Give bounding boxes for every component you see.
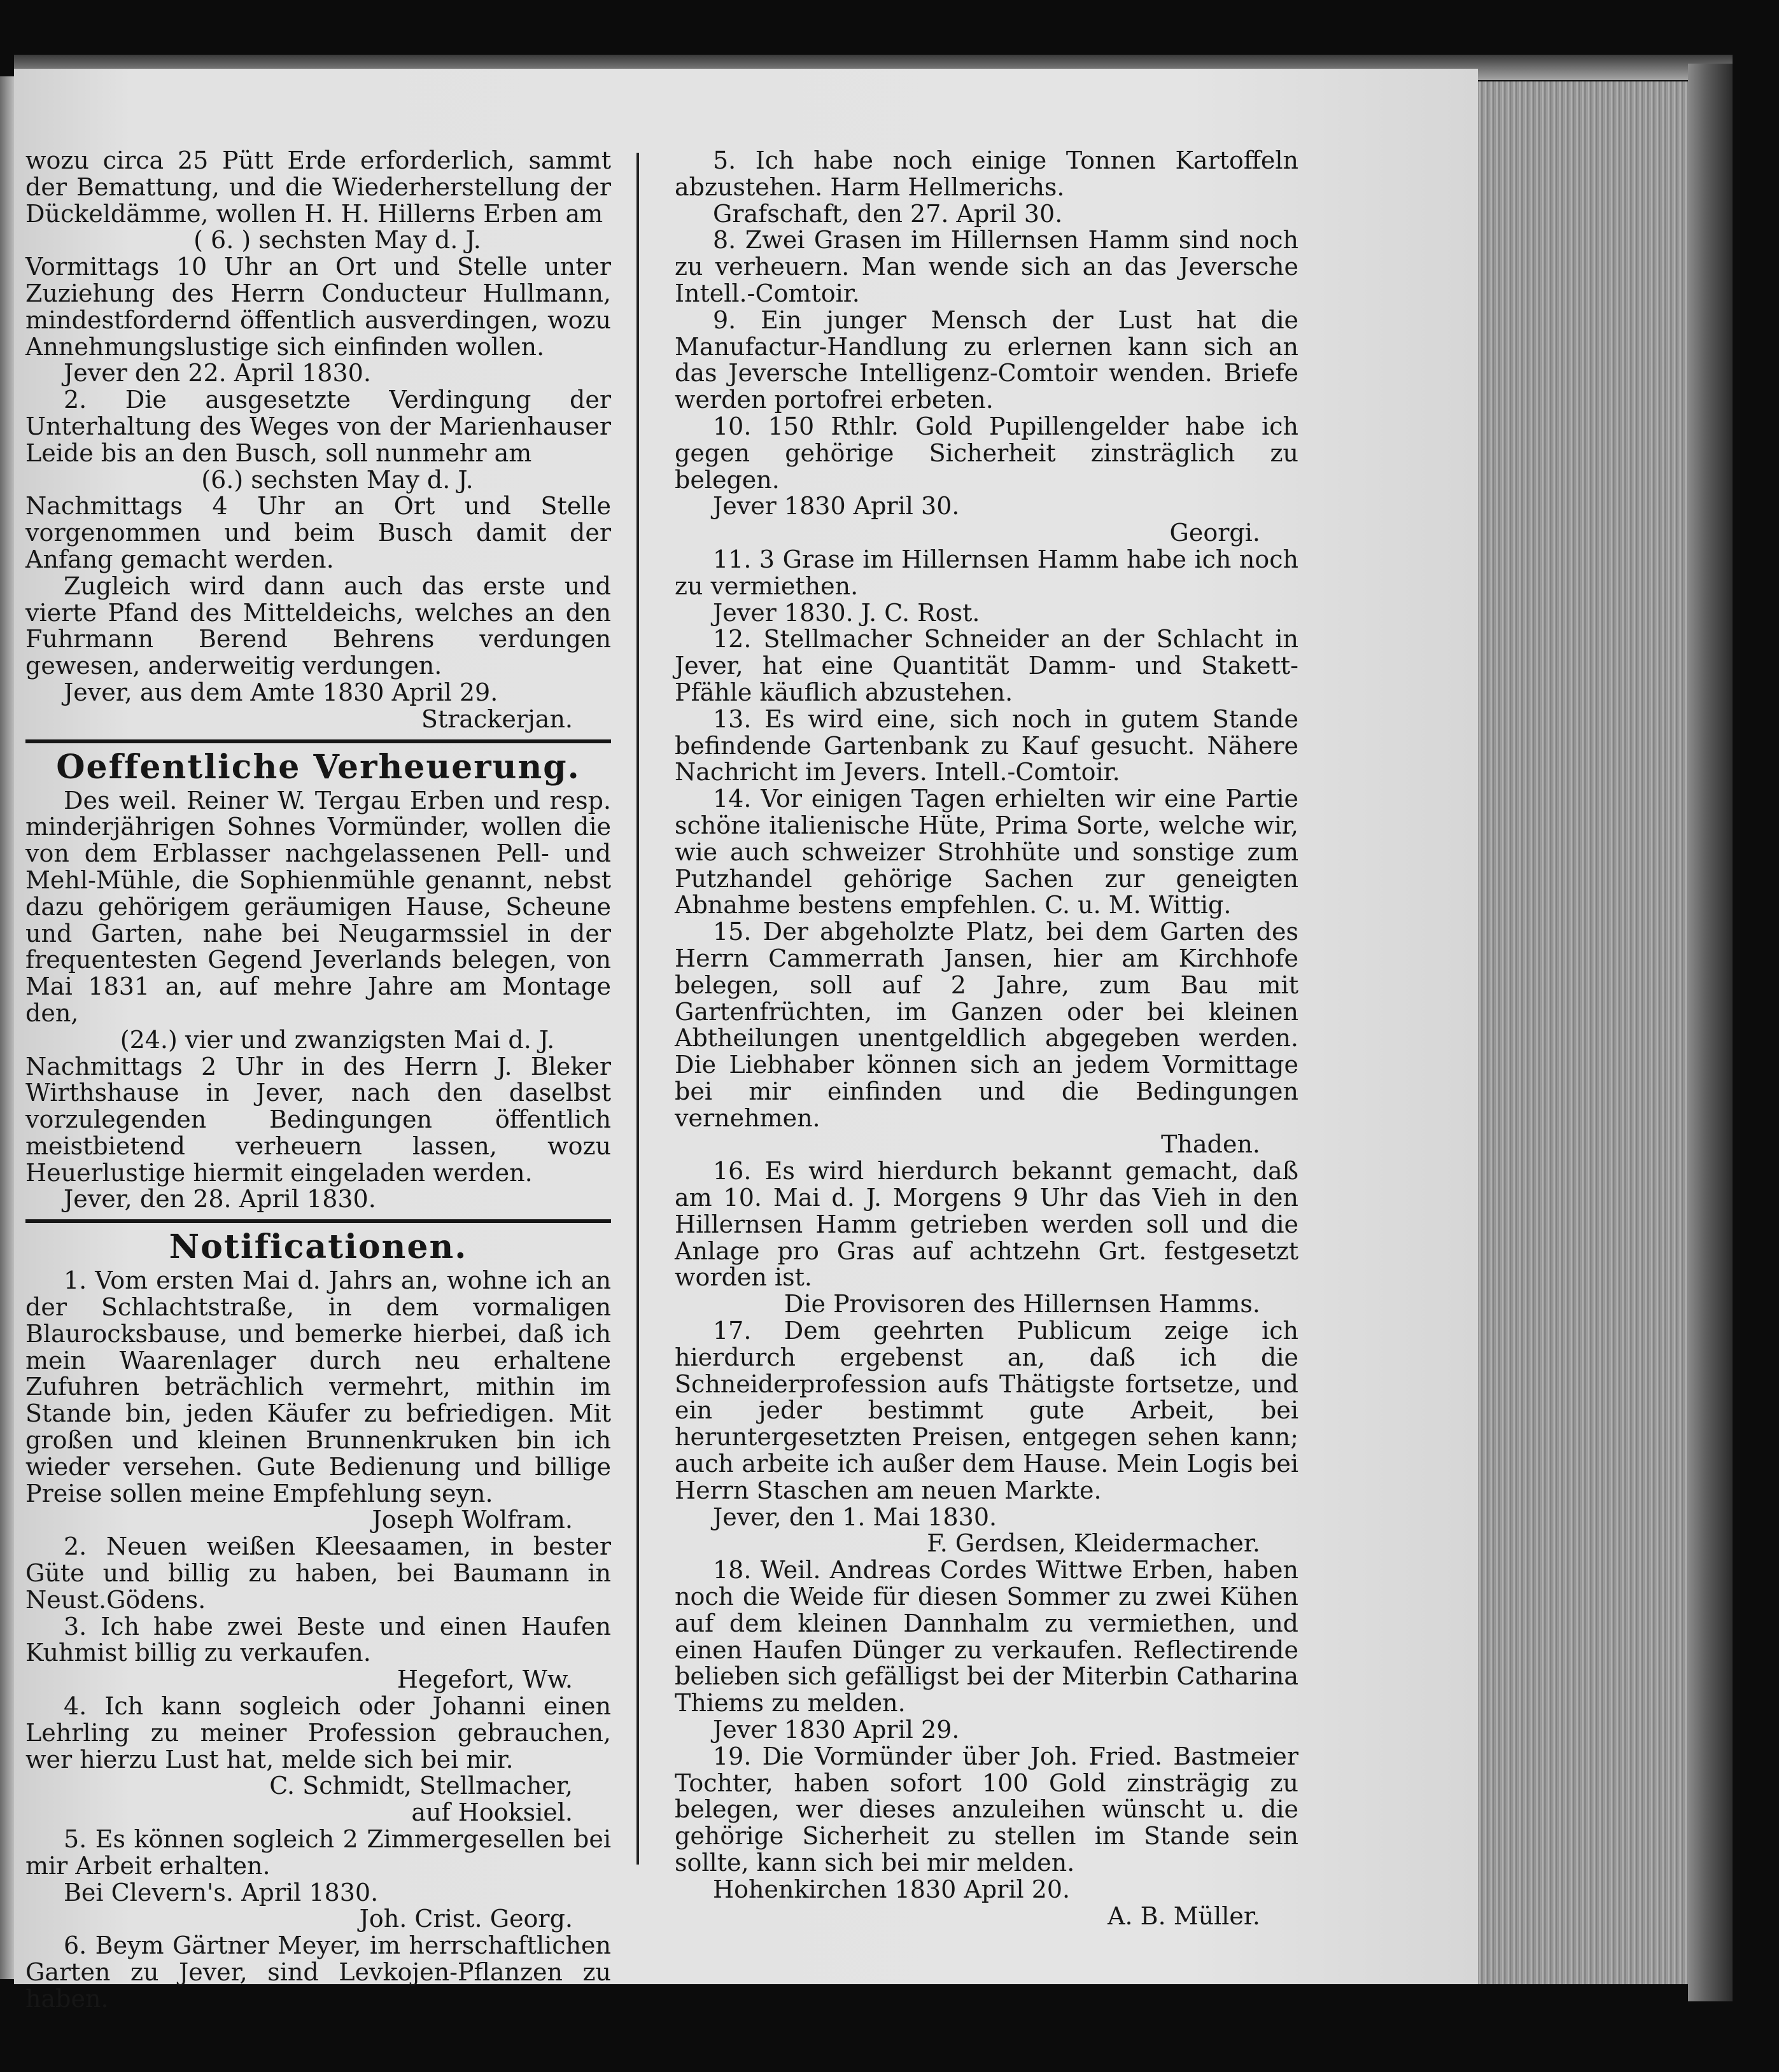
paragraph: 6. Beym Gärtner Meyer, im herrschaftlichen Garten zu Jever, sind Levkojen-Pflanzen zu haben. (25, 1931, 611, 2013)
paragraph: 8. Zwei Grasen im Hillernsen Hamm sind noch zu verheuern. Man wende sich an das Jeversche Intell.-Comtoir. (675, 226, 1298, 307)
paragraph: 1. Vom ersten Mai d. Jahrs an, wohne ich an der Schlachtstraße, in dem vormaligen Blaurocksbause, und bemerke hierbei, daß ich mein Waarenlager durch neu erhaltene Zufuhren beträchlich vermehrt, mithin im Stande bin, jeden Käufer zu befriedigen. Mit großen und kleinen Brunnenkruken bin ich wieder versehen. Gute Bedienung und billige Preise sollen meine Empfehlung seyn. (25, 1266, 611, 1508)
column-divider (636, 153, 639, 1865)
paragraph: 14. Vor einigen Tagen erhielten wir eine Partie schöne italienische Hüte, Prima Sorte, welche wir, wie auch schweizer Strohhüte und sonstige zum Putzhandel gehörige Sachen zur geneigten Abnahme bestens empfehlen. C. u. M. Wittig. (675, 785, 1298, 920)
section-heading: Oeffentliche Verheuerung. (56, 747, 580, 787)
paragraph: 12. Stellmacher Schneider an der Schlacht in Jever, hat eine Quantität Damm- und Stakett-Pfähle käuflich abzustehen. (675, 625, 1298, 706)
left-column (25, 148, 611, 2013)
date-line: ( 6. ) sechsten May d. J. (193, 226, 481, 255)
paragraph: 18. Weil. Andreas Cordes Wittwe Erben, haben noch die Weide für diesen Sommer zu zwei Kühen auf dem kleinen Dannhalm zu vermiethen, und einen Haufen Dünger zu verkaufen. Reflectirende belieben sich gefälligst bei der Miterbin Catharina Thiems zu melden. (675, 1556, 1298, 1718)
signature: Georgi. (1169, 519, 1260, 547)
date-line: Grafschaft, den 27. April 30. (713, 199, 1063, 228)
paragraph: 10. 150 Rthlr. Gold Pupillengelder habe ich gegen gehörige Sicherheit zinsträglich zu belegen. (675, 412, 1298, 494)
paragraph: 3. Ich habe zwei Beste und einen Haufen Kuhmist billig zu verkaufen. (25, 1612, 611, 1667)
book-cover-edge (1688, 64, 1733, 2001)
paragraph: Zugleich wird dann auch das erste und vierte Pfand des Mitteldeichs, welches an den Fuhrmann Berend Behrens verdungen gewesen, anderweitig verdungen. (25, 571, 611, 680)
date-line: Jever den 22. April 1830. (64, 359, 371, 388)
paragraph: 9. Ein junger Mensch der Lust hat die Manufactur-Handlung zu erlernen kann sich an das Jeversche Intelligenz-Comtoir wenden. Briefe werden portofrei erbeten. (675, 305, 1298, 414)
right-column (675, 148, 1298, 1929)
paragraph: 2. Die ausgesetzte Verdingung der Unterhaltung des Weges von der Marienhauser Leide bis an den Busch, soll nunmehr am (25, 386, 611, 467)
signature: Hegefort, Ww. (397, 1665, 573, 1694)
paragraph: wozu circa 25 Pütt Erde erforderlich, sammt der Bemattung, und die Wiederherstellung der Dückeldämme, wollen H. H. Hillerns Erben am (25, 146, 611, 228)
date-line: Jever, aus dem Amte 1830 April 29. (64, 678, 498, 706)
paragraph: Nachmittags 4 Uhr an Ort und Stelle vorgenommen und beim Busch damit der Anfang gemacht werden. (25, 492, 611, 573)
signature: Strackerjan. (421, 704, 573, 733)
paragraph: Vormittags 10 Uhr an Ort und Stelle unter Zuziehung des Herrn Conducteur Hullmann, mindestfordernd öffentlich ausverdingen, wozu Annehmungslustige sich einfinden wollen. (25, 253, 611, 361)
section-rule (25, 739, 611, 743)
paragraph: Nachmittags 2 Uhr in des Herrn J. Bleker Wirthshause in Jever, nach den daselbst vorzulegenden Bedingungen öffentlich meistbietend verheuern lassen, wozu Heuerlustige hiermit eingeladen werden. (25, 1052, 611, 1187)
paragraph: 19. Die Vormünder über Joh. Fried. Bastmeier Tochter, haben sofort 100 Gold zinsträgig zu belegen, wer dieses anzuleihen wünscht u. die gehörige Sicherheit zu stellen im Stande sein sollte, kann sich bei mir melden. (675, 1742, 1298, 1877)
paragraph: 17. Dem geehrten Publicum zeige ich hierdurch ergebenst an, daß ich die Schneiderprofession aufs Thätigste fortsetze, und ein jeder bestimmt gute Arbeit, bei heruntergesetzten Preisen, entgegen sehen kann; auch arbeite ich außer dem Hause. Mein Logis bei Herrn Staschen am neuen Markte. (675, 1317, 1298, 1504)
date-line: Jever 1830 April 30. (713, 492, 960, 521)
paragraph: 4. Ich kann sogleich oder Johanni einen Lehrling zu meiner Profession gebrauchen, wer hierzu Lust hat, melde sich bei mir. (25, 1692, 611, 1774)
section-heading: Notificationen. (169, 1228, 468, 1267)
date-line: (6.) sechsten May d. J. (201, 465, 474, 494)
date-line: Jever 1830. J. C. Rost. (713, 598, 980, 627)
signature: C. Schmidt, Stellmacher, (269, 1772, 573, 1800)
page-edges (1478, 81, 1688, 1984)
paragraph: Des weil. Reiner W. Tergau Erben und resp. minderjährigen Sohnes Vormünder, wollen die von dem Erblasser nachgelassenen Pell- und Mehl-Mühle, die Sophienmühle genannt, nebst dazu gehörigem geräumigen Hause, Scheune und Garten, nahe bei Neugarmssiel in der frequentesten Gegend Jeverlands belegen, von Mai 1831 an, auf mehre Jahre am Montage den, (25, 786, 611, 1027)
date-line: Jever 1830 April 29. (713, 1716, 960, 1744)
book-gutter (0, 76, 14, 1979)
paragraph: 15. Der abgeholzte Platz, bei dem Garten des Herrn Cammerrath Jansen, hier am Kirchhofe belegen, soll auf 2 Jahre, zum Bau mit Gartenfrüchten, im Ganzen oder bei kleinen Abtheilungen unentgeldlich abgegeben werden. Die Liebhaber können sich an jedem Vormittage bei mir einfinden und die Bedingungen vernehmen. (675, 918, 1298, 1132)
signature: F. Gerdsen, Kleidermacher. (927, 1529, 1260, 1558)
paragraph: 16. Es wird hierdurch bekannt gemacht, daß am 10. Mai d. J. Morgens 9 Uhr das Vieh in den Hillernsen Hamm getrieben werden soll und die Anlage pro Gras auf achtzehn Grt. festgesetzt worden ist. (675, 1157, 1298, 1292)
section-rule (25, 1219, 611, 1223)
signature: Thaden. (1161, 1130, 1260, 1159)
date-line: Bei Clevern's. April 1830. (64, 1878, 379, 1907)
signature: Joseph Wolfram. (372, 1506, 573, 1534)
signature: A. B. Müller. (1107, 1901, 1260, 1930)
date-line: Jever, den 28. April 1830. (64, 1185, 376, 1214)
paragraph: 5. Ich habe noch einige Tonnen Kartoffeln abzustehen. Harm Hellmerichs. (675, 146, 1298, 201)
date-line: (24.) vier und zwanzigsten Mai d. J. (120, 1025, 555, 1054)
paragraph: 11. 3 Grase im Hillernsen Hamm habe ich noch zu vermiethen. (675, 545, 1298, 600)
date-line: Hohenkirchen 1830 April 20. (713, 1875, 1071, 1903)
signature: Joh. Crist. Georg. (359, 1905, 573, 1933)
signature: Die Provisoren des Hillernsen Hamms. (784, 1290, 1260, 1319)
paragraph: 2. Neuen weißen Kleesaamen, in bester Güte und billig zu haben, bei Baumann in Neust.Gödens. (25, 1532, 611, 1614)
paragraph: 13. Es wird eine, sich noch in gutem Stande befindende Gartenbank zu Kauf gesucht. Nähere Nachricht im Jevers. Intell.-Comtoir. (675, 704, 1298, 787)
paragraph: 5. Es können sogleich 2 Zimmergesellen bei mir Arbeit erhalten. (25, 1825, 611, 1880)
date-line: Jever, den 1. Mai 1830. (713, 1502, 997, 1531)
signature: auf Hooksiel. (411, 1798, 573, 1827)
